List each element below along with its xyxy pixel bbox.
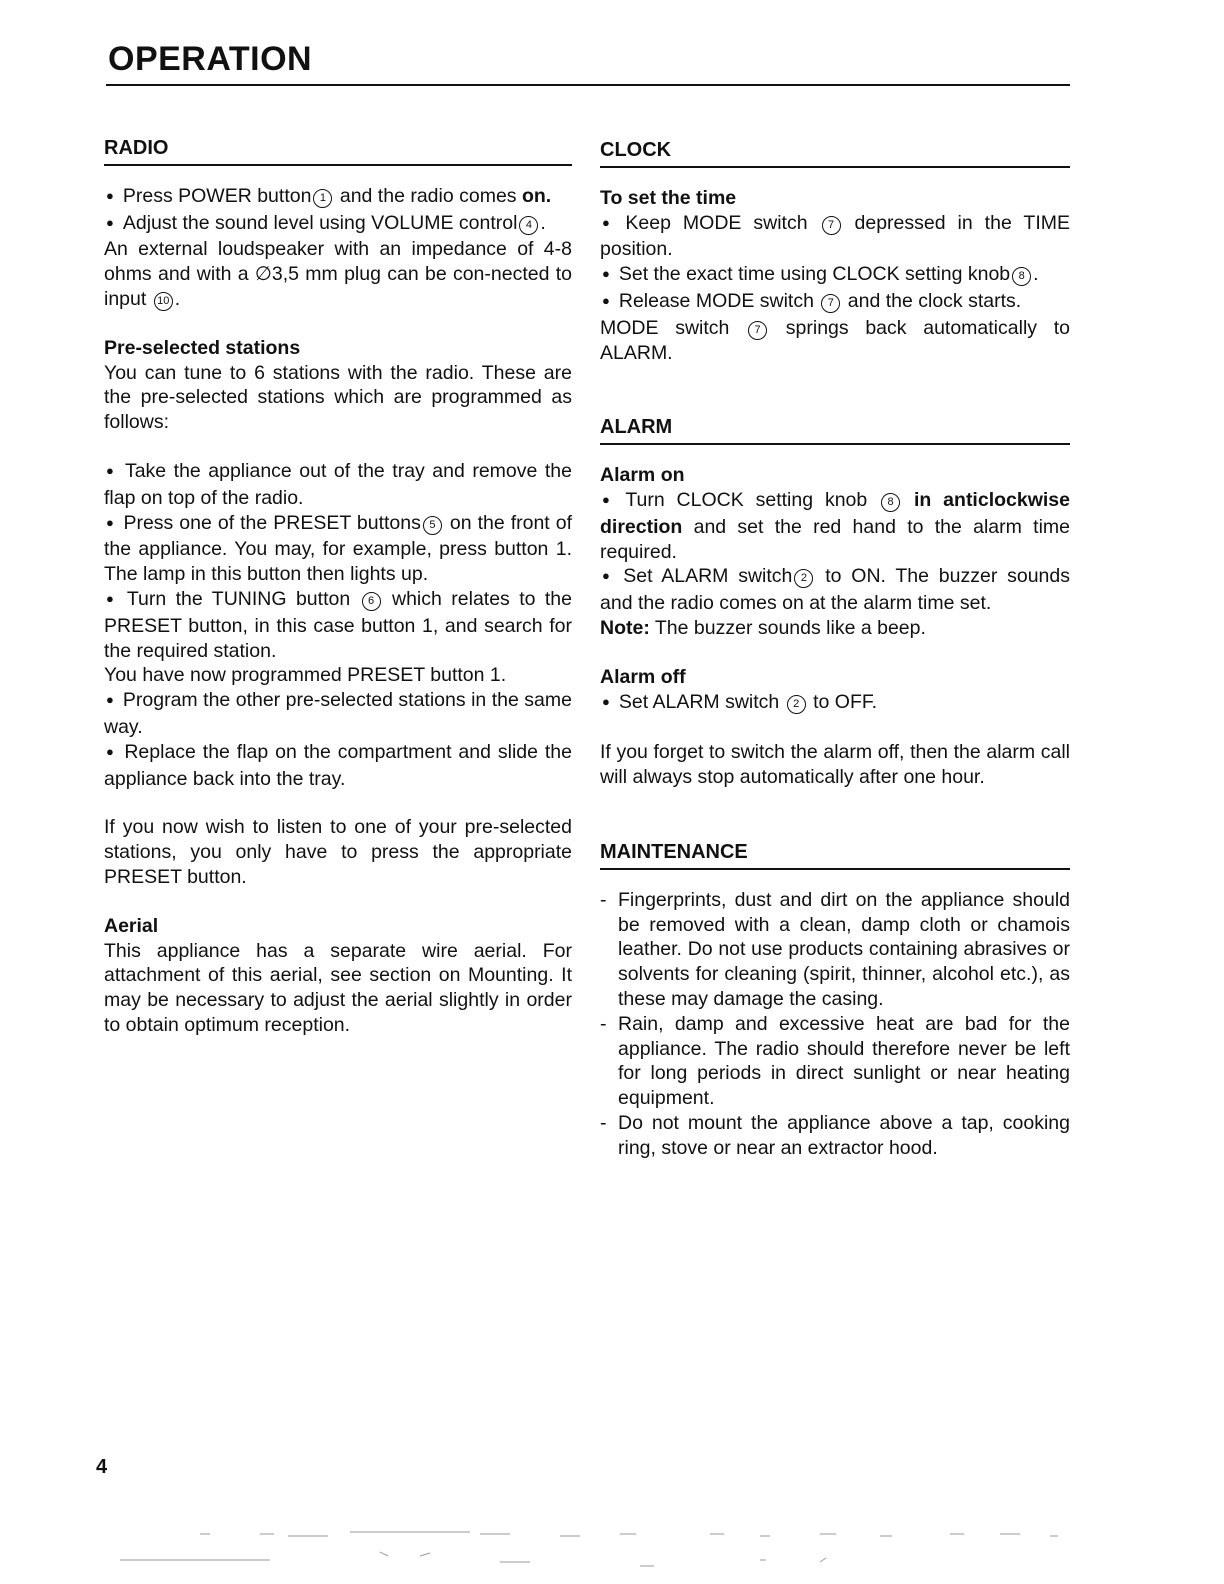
bullet-icon — [104, 588, 127, 610]
control-number-badge: 7 — [822, 216, 841, 235]
control-number-badge: 1 — [313, 189, 332, 208]
control-number-badge: 2 — [787, 695, 806, 714]
preselected-step-1: ● Take the appliance out of the tray and remove the flap on top of the radio. — [104, 459, 572, 511]
radio-heading: RADIO — [104, 136, 572, 166]
control-number-badge: 10 — [154, 292, 173, 311]
preselected-listen-text: If you now wish to listen to one of your pre-selected stations, you only have to press the appropriate PRESET button. — [104, 816, 572, 888]
bullet-icon — [600, 290, 619, 312]
alarm-step-2: ● Set ALARM switch 2 to ON. The buzzer sounds and the radio comes on at the alarm time set. — [600, 564, 1070, 616]
control-number-badge: 8 — [1012, 267, 1031, 286]
alarm-note: Note: The buzzer sounds like a beep. — [600, 616, 926, 639]
preselected-step-4: You have now programmed PRESET button 1. — [104, 664, 507, 687]
radio-volume-step: ● Adjust the sound level using VOLUME control 4 . — [104, 211, 572, 238]
control-number-badge: 7 — [748, 321, 767, 340]
aerial-heading: Aerial — [104, 914, 159, 937]
control-number-badge: 8 — [881, 493, 900, 512]
clock-heading: CLOCK — [600, 138, 1070, 168]
alarm-on-heading: Alarm on — [600, 464, 685, 487]
control-number-badge: 6 — [362, 592, 381, 611]
scan-artifact-marks — [120, 1522, 1100, 1572]
aerial-text: This appliance has a separate wire aerial. For attachment of this aerial, see section on Mounting. It may be necessary to adjust the aerial slightly in order to obtain optimum reception. — [104, 939, 572, 1036]
clock-step-2: ● Set the exact time using CLOCK setting knob 8 . — [600, 262, 1070, 289]
title-rule — [106, 84, 1070, 86]
alarm-auto-stop-text: If you forget to switch the alarm off, then the alarm call will always stop automatically after one hour. — [600, 741, 1070, 789]
clock-step-3: ● Release MODE switch 7 and the clock starts. — [600, 289, 1070, 316]
set-time-heading: To set the time — [600, 186, 737, 209]
preselected-step-5: ● Program the other pre-selected stations in the same way. — [104, 688, 572, 740]
control-number-badge: 5 — [423, 516, 442, 535]
left-column — [104, 136, 572, 1038]
alarm-off-heading: Alarm off — [600, 665, 686, 688]
preselected-step-3: ● Turn the TUNING button 6 which relates to the PRESET button, in this case button 1, and search for the required station. — [104, 587, 572, 663]
clock-step-4: MODE switch 7 springs back automatically to ALARM. — [600, 316, 1070, 364]
list-item: - Fingerprints, dust and dirt on the appliance should be removed with a clean, damp cloth or chamois leather. Do not use products containing abrasives or solvents for cleaning (spirit, thinner, alcohol etc.), as these may damage the casing. — [600, 888, 1070, 1012]
list-item: - Do not mount the appliance above a tap, cooking ring, stove or near an extractor hood. — [600, 1111, 1070, 1161]
page-number: 4 — [96, 1456, 108, 1478]
clock-step-1: ● Keep MODE switch 7 depressed in the TIME position. — [600, 211, 1070, 263]
alarm-step-1: ● Turn CLOCK setting knob 8 in anticlockwise direction and set the red hand to the alarm time required. — [600, 488, 1070, 564]
bullet-icon — [600, 263, 619, 285]
control-number-badge: 2 — [794, 569, 813, 588]
bullet-icon — [104, 512, 123, 534]
bullet-icon — [600, 691, 619, 713]
page-title: OPERATION — [108, 40, 313, 78]
preselected-step-6: ● Replace the flap on the compartment and slide the appliance back into the tray. — [104, 740, 572, 792]
radio-power-step: ● Press POWER button 1 and the radio comes on. — [104, 184, 572, 211]
bullet-icon — [104, 741, 124, 763]
bullet-icon — [104, 212, 123, 234]
bullet-icon — [600, 565, 623, 587]
maintenance-heading: MAINTENANCE — [600, 840, 1070, 870]
preselected-heading: Pre-selected stations — [104, 336, 301, 359]
bullet-icon — [104, 689, 123, 711]
preselected-step-2: ● Press one of the PRESET buttons 5 on the front of the appliance. You may, for example, press button 1. The lamp in this button then lights up. — [104, 511, 572, 587]
list-item: - Rain, damp and excessive heat are bad for the appliance. The radio should therefore never be left for long periods in direct sunlight or near heating equipment. — [600, 1012, 1070, 1111]
alarm-off-step: ● Set ALARM switch 2 to OFF. — [600, 690, 1070, 717]
bullet-icon — [600, 212, 625, 234]
bullet-icon — [104, 460, 125, 482]
radio-loudspeaker-text: An external loudspeaker with an impedance of 4-8 ohms and with a ∅3,5 mm plug can be con-nected to input 10 . — [104, 238, 572, 310]
preselected-intro: You can tune to 6 stations with the radio. These are the pre-selected stations which are programmed as follows: — [104, 361, 572, 434]
control-number-badge: 7 — [821, 294, 840, 313]
right-column — [600, 138, 1070, 1161]
alarm-heading: ALARM — [600, 415, 1070, 445]
maintenance-list — [600, 888, 1070, 1161]
bullet-icon — [600, 489, 625, 511]
bullet-icon — [104, 185, 123, 207]
control-number-badge: 4 — [519, 216, 538, 235]
